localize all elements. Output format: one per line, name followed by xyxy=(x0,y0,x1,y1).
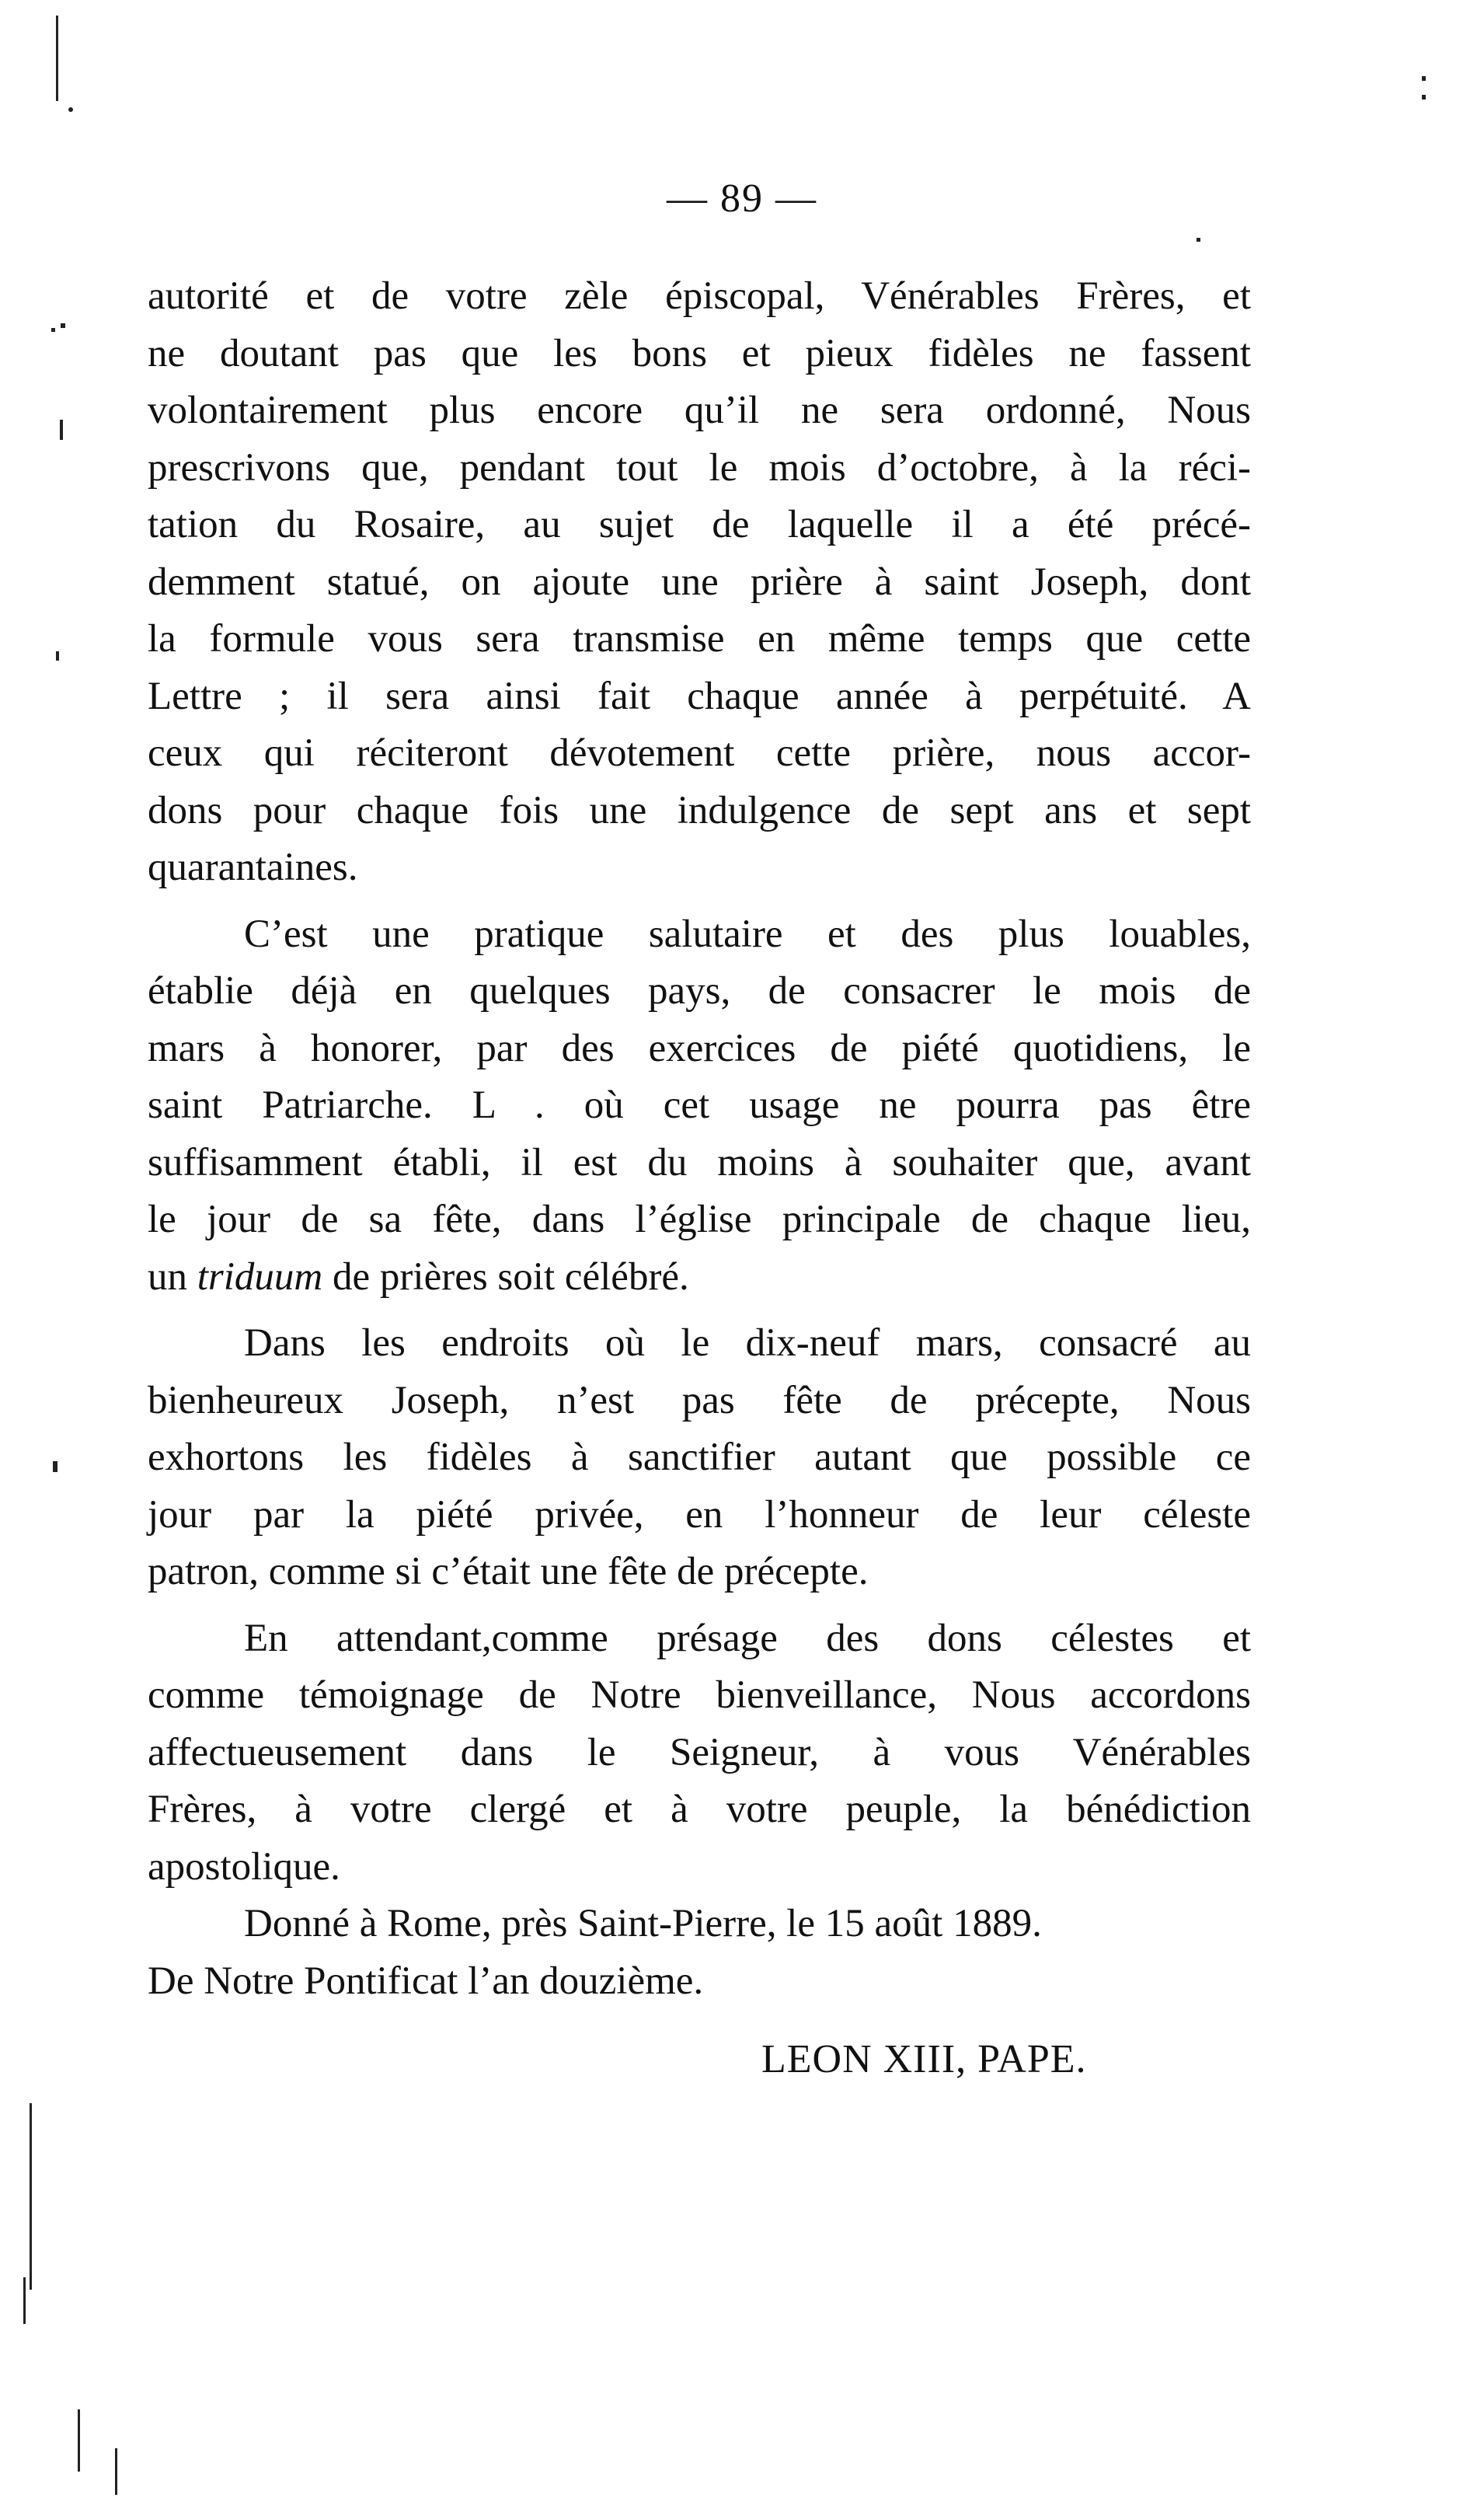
italic-term: triduum xyxy=(197,1254,323,1299)
text-line: prescrivons que, pendant tout le mois d’octobre, à la réci- xyxy=(148,445,1251,490)
text-line: Dans les endroits où le dix-neuf mars, consacré au xyxy=(244,1321,1251,1365)
scan-mark xyxy=(60,420,63,440)
scan-mark xyxy=(53,1461,57,1472)
scan-mark xyxy=(61,323,65,328)
text-line xyxy=(148,1249,1251,1307)
paragraph-1 xyxy=(148,268,1251,897)
text-line: autorité et de votre zèle épiscopal, Vénérables Frères, et xyxy=(148,274,1251,318)
scan-mark xyxy=(1197,238,1200,242)
text-fragment: un xyxy=(148,1254,197,1299)
page-number: — 89 — xyxy=(667,176,817,221)
paragraph-2 xyxy=(148,906,1251,1307)
text-line: apostolique. xyxy=(148,1844,340,1889)
paragraph-4 xyxy=(148,1610,1251,1896)
text-line: le jour de sa fête, dans l’église principale de chaque lieu, xyxy=(148,1198,1251,1241)
scan-mark xyxy=(23,2277,26,2324)
scan-mark xyxy=(30,2103,32,2290)
text-line: tation du Rosaire, au sujet de laquelle il a été précé- xyxy=(148,503,1251,546)
text-line: suffisamment établi, il est du moins à souhaiter que, avant xyxy=(148,1140,1251,1184)
paragraph-3 xyxy=(148,1315,1251,1601)
text-line: dons pour chaque fois une indulgence de sept ans et sept xyxy=(148,788,1251,832)
text-line: saint Patriarche. L . où cet usage ne pourra pas être xyxy=(148,1083,1251,1127)
body-text xyxy=(148,268,1251,2010)
scan-mark xyxy=(56,16,58,101)
text-line: mars à honorer, par des exercices de piété quotidiens, le xyxy=(148,1026,1251,1070)
text-line: comme témoignage de Notre bienveillance, Nous accordons xyxy=(148,1673,1251,1717)
text-fragment: de prières soit célébré. xyxy=(322,1254,689,1299)
text-line: volontairement plus encore qu’il ne sera ordonné, Nous xyxy=(148,389,1251,432)
scan-mark xyxy=(115,2448,117,2495)
date-line: Donné à Rome, près Saint-Pierre, le 15 août 1889. xyxy=(244,1902,1042,1945)
text-line: Lettre ; il sera ainsi fait chaque année à perpétuité. A xyxy=(148,674,1251,718)
text-line: En attendant,comme présage des dons célestes et xyxy=(244,1616,1251,1660)
text-line: la formule vous sera transmise en même temps que cette xyxy=(148,617,1251,661)
scan-mark xyxy=(78,2409,80,2472)
text-line: quarantaines. xyxy=(148,846,358,889)
signature: LEON XIII, PAPE. xyxy=(761,2037,1087,2081)
text-line: établie déjà en quelques pays, de consacrer le mois de xyxy=(148,969,1251,1013)
text-line: bienheureux Joseph, n’est pas fête de précepte, Nous xyxy=(148,1378,1251,1422)
text-line: affectueusement dans le Seigneur, à vous Vénérables xyxy=(148,1730,1251,1774)
text-line: exhortons les fidèles à sanctifier autant que possible ce xyxy=(148,1436,1251,1479)
scan-mark xyxy=(68,107,73,112)
scan-mark xyxy=(56,651,59,661)
text-line: demment statué, on ajoute une prière à saint Joseph, dont xyxy=(148,560,1251,604)
text-line: patron, comme si c’était une fête de précepte. xyxy=(148,1550,869,1593)
text-line: ne doutant pas que les bons et pieux fidèles ne fassent xyxy=(148,331,1251,375)
scan-mark xyxy=(1422,95,1426,99)
text-line: ceux qui réciteront dévotement cette prière, nous accor- xyxy=(148,731,1251,775)
pontificate-line: De Notre Pontificat l’an douzième. xyxy=(148,1959,704,2003)
text-line: jour par la piété privée, en l’honneur de leur céleste xyxy=(148,1492,1251,1537)
text-line: Frères, à votre clergé et à votre peuple, la bénédiction xyxy=(148,1788,1251,1831)
text-line: C’est une pratique salutaire et des plus louables, xyxy=(244,912,1251,956)
scan-mark xyxy=(1422,76,1426,81)
scan-mark xyxy=(51,328,55,332)
